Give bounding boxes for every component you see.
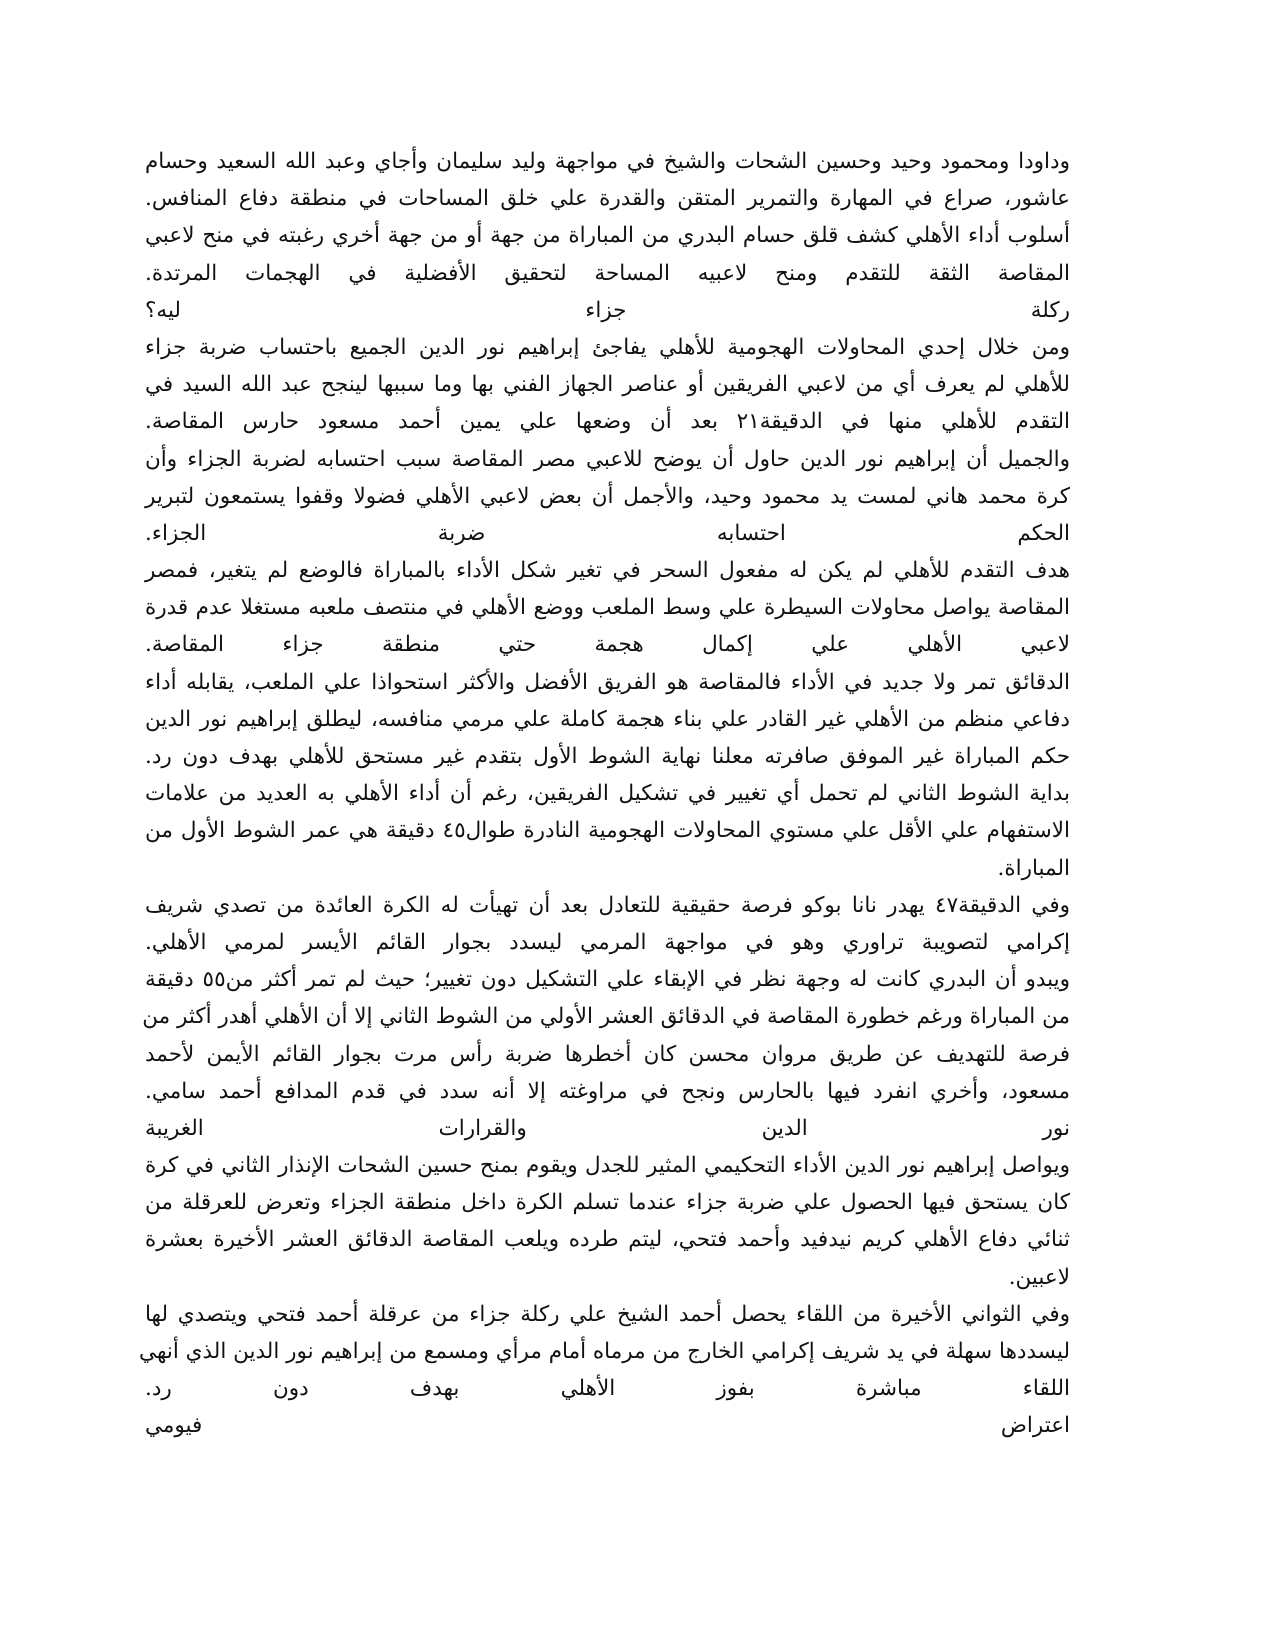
text-line: المباراة. [997,855,1070,881]
text-line: التقدم للأهلي منها في الدقيقة٢١ بعد أن وضعها علي يمين أحمد مسعود حارس المقاصة. [145,409,1070,435]
text-line: فرصة للتهديف عن طريق مروان محسن كان أخطرها ضربة رأس مرت بجوار القائم الأيمن لأحمد [145,1041,1070,1067]
text-line: أسلوب أداء الأهلي كشف قلق حسام البدري من المباراة من جهة أو من جهة أخري رغبته في منح لاعبي [145,223,1070,249]
text-line: هدف التقدم للأهلي لم يكن له مفعول السحر في تغير شكل الأداء بالمباراة فالوضع لم يتغير، فمصر [145,558,1070,584]
text-line: المقاصة يواصل محاولات السيطرة علي وسط الملعب ووضع الأهلي في منتصف ملعبه مستغلا عدم قدرة [145,595,1070,621]
text-line: كرة محمد هاني لمست يد محمود وحيد، والأجمل أن بعض لاعبي الأهلي فضولا وقفوا يستمعون لتبرير [145,483,1070,509]
text-line: وداودا ومحمود وحيد وحسين الشحات والشيخ في مواجهة وليد سليمان وأجاي وعبد الله السعيد وحسام [145,149,1070,174]
text-line: الاستفهام علي الأقل علي مستوي المحاولات الهجومية النادرة طوال٤٥ دقيقة هي عمر الشوط الأول من [145,818,1070,844]
text-line: والجميل أن إبراهيم نور الدين حاول أن يوضح للاعبي مصر المقاصة سبب احتسابه لضربة الجزاء وأن [145,446,1070,472]
text-line: ثنائي دفاع الأهلي كريم نيدفيد وأحمد فتحي، ليتم طرده ويلعب المقاصة الدقائق العشر الأخيرة بعشرة [145,1227,1070,1253]
text-line: كان يستحق فيها الحصول علي ضربة جزاء عندما تسلم الكرة داخل منطقة الجزاء وتعرض للعرقلة من [145,1190,1070,1216]
text-line: وفي الثواني الأخيرة من اللقاء يحصل أحمد الشيخ علي ركلة جزاء من عرقلة أحمد فتحي ويتصدي لها [145,1301,1070,1327]
text-line: ويبدو أن البدري كانت له وجهة نظر في الإبقاء علي التشكيل دون تغيير؛ حيث لم تمر أكثر من٥٥ دقيقة [145,967,1070,993]
text-line: الحكم احتسابه ضربة الجزاء. [145,520,1070,546]
text-line: من المباراة ورغم خطورة المقاصة في الدقائق العشر الأولي من الشوط الثاني إلا أن الأهلي أهدر أكثر من [142,1004,1070,1030]
text-line: مسعود، وأخري انفرد فيها بالحارس ونجح في مراوغته إلا أنه سدد في قدم المدافع أحمد سامي. [145,1078,1070,1104]
text-line: وفي الدقيقة٤٧ يهدر نانا بوكو فرصة حقيقية للتعادل بعد أن تهيأت له الكرة العائدة من تصدي شريف [145,892,1070,918]
text-line: ويواصل إبراهيم نور الدين الأداء التحكيمي المثير للجدل ويقوم بمنح حسين الشحات الإنذار الثاني في كرة [145,1153,1070,1179]
text-line: ليسددها سهلة في يد شريف إكرامي الخارج من مرماه أمام مرأي ومسمع من إبراهيم نور الدين الذي أنهي [139,1339,1070,1364]
text-line: نور الدين والقرارات الغريبة [145,1115,1070,1141]
text-line: للأهلي لم يعرف أي من لاعبي الفريقين أو عناصر الجهاز الفني بها وما سببها لينجح عبد الله السيد في [145,372,1070,398]
text-line: إكرامي لتصويبة تراوري وهو في مواجهة المرمي ليسدد بجوار القائم الأيسر لمرمي الأهلي. [145,929,1070,955]
text-line: بداية الشوط الثاني لم تحمل أي تغيير في تشكيل الفريقين، رغم أن أداء الأهلي به العديد من علامات [145,781,1070,807]
text-line: لاعبي الأهلي علي إكمال هجمة حتي منطقة جزاء المقاصة. [145,632,1070,658]
text-line: المقاصة الثقة للتقدم ومنح لاعبيه المساحة لتحقيق الأفضلية في الهجمات المرتدة. [145,260,1070,286]
text-line: حكم المباراة غير الموفق صافرته معلنا نهاية الشوط الأول بتقدم غير مستحق للأهلي بهدف دون رد. [145,744,1070,769]
text-line: ومن خلال إحدي المحاولات الهجومية للأهلي يفاجئ إبراهيم نور الدين الجميع باحتساب ضربة جزاء [145,334,1070,360]
text-line: اعتراض فيومي [145,1413,1070,1439]
text-line: الدقائق تمر ولا جديد في الأداء فالمقاصة هو الفريق الأفضل والأكثر استحواذا علي الملعب، يقابله أداء [145,669,1070,695]
text-line: اللقاء مباشرة بفوز الأهلي بهدف دون رد. [145,1376,1070,1402]
document-body [139,143,1070,1445]
text-line: عاشور، صراع في المهارة والتمرير المتقن والقدرة علي خلق المساحات في منطقة دفاع المنافس. [145,186,1070,212]
text-line: لاعبين. [1008,1264,1070,1290]
text-line: دفاعي منظم من الأهلي غير القادر علي بناء هجمة كاملة علي مرمي منافسه، ليطلق إبراهيم نور الدين [145,706,1070,732]
text-line: ركلة جزاء ليه؟ [145,297,1070,323]
